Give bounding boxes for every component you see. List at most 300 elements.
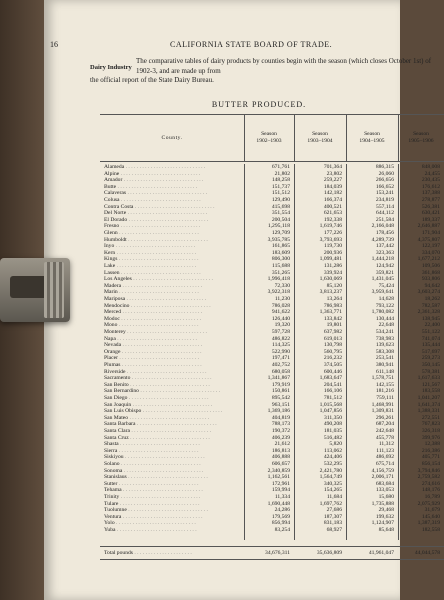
header-years: 1902–1903 [256,138,282,144]
cell-value: 192,338 [323,216,342,223]
cell-value: 675,714 [375,461,394,467]
cell-value: 1,388,331 [417,408,440,415]
cell-value: 619,013 [323,335,342,342]
header-years: 1905–1906 [408,138,434,144]
county-name: San Benito . . . [104,382,240,388]
cell-value: 404,819 [271,414,290,421]
county-name: Madera . . . [104,283,240,289]
intro-text: The comparative tables of dairy products by counties begin with the season (which closes October 1st) of 1902-3, and are made up from [136,57,432,75]
county-name: Kings . . . [104,256,240,262]
county-name: Modoc . . . [104,316,240,322]
cell-value: 1,641,374 [417,401,440,408]
cell-value: 68,927 [326,527,342,533]
cell-value: 963,151 [271,401,290,408]
cell-value: 1,444,218 [371,256,394,263]
cell-value: 154,265 [323,487,342,494]
cell-value: 181,035 [323,428,342,434]
cell-value: 1,015,568 [319,401,342,408]
cell-value: 848,008 [421,164,440,170]
cell-value: 19,320 [274,322,290,329]
cell-value: 683,684 [375,480,394,487]
county-name: Marin . . . [104,289,240,295]
cell-value: 85,648 [378,527,394,533]
cell-value: 3,794,846 [417,467,440,474]
cell-value: 2,075,929 [417,500,440,507]
cell-value: 19,801 [326,322,342,329]
cell-value: 138,945 [421,315,440,322]
cell-value: 179,919 [271,381,290,388]
cell-value: 11,312 [378,441,394,448]
cell-value: 786,983 [323,302,342,309]
cell-value: 113,062 [324,447,342,454]
total-value: 34,676,311 [265,550,290,556]
county-name: Siskiyou . . . [104,454,240,460]
cell-value: 150,861 [271,388,290,395]
county-name: Stanislaus . . . [104,474,240,480]
cell-value: 1,387,319 [417,520,440,527]
cell-value: 131,286 [323,263,342,269]
county-name: Shasta . . . [104,441,240,447]
cell-value: 296,261 [375,414,394,421]
header-years: 1904–1905 [359,138,385,144]
cell-value: 216,386 [421,447,440,454]
cell-value: 526,381 [421,203,440,210]
cell-value: 856,154 [421,461,440,467]
cell-value: 402,752 [271,362,290,368]
section-title: BUTTER PRODUCED. [211,100,307,109]
header-label: Season [364,131,380,137]
cell-value: 340,325 [323,480,342,487]
cell-value: 161,865 [271,243,290,250]
cell-value: 166,374 [323,197,342,203]
county-name: Amador . . . [104,177,240,183]
cell-value: 886,315 [375,164,394,170]
total-value: 41,961,047 [368,550,394,556]
cell-value: 24,286 [274,507,290,514]
cell-value: 3,922,318 [267,289,290,296]
county-name: Alpine . . . [104,171,240,177]
cell-value: 111,123 [376,447,394,454]
total-value: 35,636,809 [316,550,342,556]
county-name: Nevada . . . [104,342,240,348]
cell-value: 600,446 [323,368,342,375]
header-season-1903 [294,115,347,161]
cell-value: 182,558 [421,527,440,533]
cell-value: 171,904 [421,230,440,236]
cell-value: 339,924 [323,269,342,276]
header-county: County. [100,115,245,161]
cell-value: 1,309,831 [371,408,394,415]
cell-value: 380,941 [375,362,394,368]
cell-value: 560,795 [323,348,342,355]
county-name: Merced . . . [104,309,240,315]
cell-value: 139,623 [375,342,394,349]
county-name: Los Angeles . . . [104,276,240,282]
cell-value: 148,176 [421,487,440,494]
book-page [44,0,440,600]
cell-value: 177,226 [323,230,342,236]
cell-value: 186,813 [271,447,290,454]
cell-value: 31,679 [424,507,440,514]
cell-value: 3,959,641 [371,289,394,296]
cell-value: 806,300 [271,256,290,263]
cell-value: 3,603,274 [417,289,440,296]
cell-value: 204,541 [323,381,342,388]
county-name: Orange . . . [104,349,240,355]
county-name: Contra Costa . . . [104,204,240,210]
cell-value: 272,551 [421,414,440,421]
cell-value: 606,657 [271,461,290,467]
cell-value: 176,612 [421,183,440,190]
cell-value: 142,182 [323,190,342,197]
cell-value: 517,697 [421,348,440,355]
cell-value: 1,369,186 [267,408,290,415]
county-name: Sacramento . . . [104,375,240,381]
header-label: Season [312,131,328,137]
cell-value: 184,039 [323,183,342,190]
cell-value: 788,173 [271,421,290,428]
county-name: Solano . . . [104,461,240,467]
cell-value: 334,070 [421,249,440,256]
county-name: San Luis Obispo . . . [104,408,240,414]
cell-value: 1,735,888 [371,500,394,507]
cell-value: 27,686 [326,507,342,514]
county-name: Lake . . . [104,263,240,269]
cell-value: 490,208 [323,421,342,428]
cell-value: 278,877 [421,197,440,203]
cell-value: 189,337 [421,216,440,223]
cell-value: 671,761 [271,164,290,170]
cell-value: 941,622 [271,309,290,316]
county-name: Santa Cruz . . . [104,435,240,441]
county-name: Humboldt . . . [104,237,240,243]
cell-value: 767,823 [421,421,440,428]
cell-value: 114,325 [272,342,290,349]
cell-value: 16,789 [424,494,440,500]
cell-value: 405,771 [421,454,440,461]
county-name: Sonoma . . . [104,468,240,474]
county-name: Ventura . . . [104,514,240,520]
cell-value: 374,505 [323,362,342,368]
cell-value: 85,120 [326,282,342,289]
cell-value: 166,652 [375,183,394,190]
cell-value: 24,455 [424,170,440,177]
header-years: 1903–1904 [307,138,333,144]
cell-value: 3,813,237 [319,289,342,296]
county-name: Santa Clara . . . [104,428,240,434]
cell-value: 251,584 [375,216,394,223]
cell-value: 115,688 [272,263,290,269]
cell-value: 1,468,991 [371,401,394,408]
cell-value: 311,350 [324,414,342,421]
county-name: Tulare . . . [104,501,240,507]
cell-value: 1,619,746 [319,223,342,230]
county-name: Trinity . . . [104,494,240,500]
cell-value: 1,295,118 [267,223,290,230]
cell-value: 1,683,647 [319,375,342,382]
total-row [100,546,444,560]
cell-value: 121,567 [421,381,440,388]
cell-value: 129,490 [271,197,290,203]
cell-value: 187,307 [323,513,342,520]
county-name: Glenn . . . [104,230,240,236]
cell-value: 2,361,328 [417,309,440,316]
cell-value: 183,609 [271,249,290,256]
cell-value: 23,802 [326,170,342,177]
cell-value: 621,653 [323,210,342,217]
cell-value: 856,994 [271,520,290,527]
cell-value: 532,295 [323,461,342,467]
cell-value: 359,821 [375,269,394,276]
cell-value: 18,262 [424,296,440,302]
cell-value: 1,780,082 [371,309,394,316]
county-name: Yolo . . . [104,520,240,526]
header-label: Season [413,131,429,137]
county-name: Napa . . . [104,336,240,342]
cell-value: 455,778 [375,434,394,441]
cell-value: 12,388 [424,441,440,448]
cell-value: 557,114 [376,203,394,210]
county-name: Colusa . . . [104,197,240,203]
county-name: Sierra . . . [104,448,240,454]
cell-value: 242,648 [375,428,394,434]
cell-value: 129,709 [271,230,290,236]
cell-value: 933,806 [421,276,440,283]
cell-value: 2,006,171 [371,474,394,481]
cell-value: 21,802 [274,170,290,177]
cell-value: 630,421 [421,210,440,217]
cell-value: 197,471 [271,355,290,362]
cell-value: 137,388 [421,190,440,197]
cell-value: 2,759,582 [417,474,440,481]
table-header [100,114,444,162]
total-label: Total pounds . . . [104,550,240,556]
cell-value: 199,632 [375,513,394,520]
county-name: Mono . . . [104,322,240,328]
cell-value: 644,112 [376,210,394,217]
cell-value: 109,506 [421,263,440,269]
county-name: Del Norte . . . [104,210,240,216]
cell-value: 516,482 [323,434,342,441]
cell-value: 83,254 [274,527,290,533]
county-name: Santa Barbara . . . [104,421,240,427]
cell-value: 183,558 [421,388,440,395]
cell-value: 133,053 [375,487,394,494]
cell-value: 200,936 [323,249,342,256]
cell-value: 1,630,069 [319,276,342,283]
cell-value: 15,680 [378,494,394,500]
county-name: Tehama . . . [104,487,240,493]
cell-value: 424,406 [323,454,342,461]
cell-value: 406,239 [271,434,290,441]
cell-value: 895,542 [271,395,290,401]
cell-value: 4,375,807 [417,236,440,243]
cell-value: 1,431,045 [371,276,394,283]
county-name: Yuba . . . [104,527,240,533]
cell-value: 1,341,867 [267,375,290,382]
cell-value: 13,264 [326,296,342,302]
intro-label: Dairy Industry [90,64,132,71]
cell-value: 2,421,780 [319,467,342,474]
county-name: Mendocino . . . [104,303,240,309]
cell-value: 145,640 [421,513,440,520]
cell-value: 1,047,856 [319,408,342,415]
cell-value: 759,111 [376,395,394,401]
cell-value: 124,942 [375,263,394,269]
binder-clip-teeth [44,262,64,318]
cell-value: 181,216 [375,388,394,395]
cell-value: 266,656 [375,177,394,184]
county-name: Butte . . . [104,184,240,190]
cell-value: 1,617,633 [417,375,440,382]
county-name: Fresno . . . [104,223,240,229]
cell-value: 687,204 [375,421,394,428]
cell-value: 142,155 [375,381,394,388]
cell-value: 178,456 [375,230,394,236]
county-name: Calaveras . . . [104,190,240,196]
cell-value: 133,842 [323,315,342,322]
cell-value: 11,230 [274,296,290,302]
county-name: San Mateo . . . [104,415,240,421]
cell-value: 26,060 [378,170,394,177]
cell-value: 179,569 [271,513,290,520]
cell-value: 151,737 [271,183,290,190]
cell-value: 400,521 [323,203,342,210]
cell-value: 680,058 [271,368,290,375]
county-name: San Diego . . . [104,395,240,401]
cell-value: 1,578,751 [371,375,394,382]
cell-value: 350,145 [421,362,440,368]
cell-value: 1,041,207 [417,395,440,401]
county-name: El Dorado . . . [104,217,240,223]
cell-value: 781,512 [323,395,342,401]
cell-value: 190,372 [271,428,290,434]
county-name: Riverside . . . [104,369,240,375]
cell-value: 2,166,048 [371,223,394,230]
cell-value: 29,468 [378,507,394,514]
cell-value: 135,444 [421,342,440,349]
cell-value: 1,363,771 [319,309,342,316]
cell-value: 14,628 [378,296,394,302]
cell-value: 21,612 [274,441,290,448]
cell-value: 1,124,907 [371,520,394,527]
county-name: San Bernardino . . . [104,388,240,394]
cell-value: 1,099,481 [319,256,342,263]
county-name: Sutter . . . [104,481,240,487]
table-row [100,527,444,534]
cell-value: 72,330 [274,282,290,289]
cell-value: 415,698 [271,203,290,210]
intro-text-line2: the official report of the State Dairy Bureau. [90,76,214,84]
cell-value: 159,994 [271,487,290,494]
page-number: 16 [50,40,58,49]
cell-value: 94,642 [424,282,440,289]
cell-value: 151,512 [271,190,290,197]
cell-value: 793,122 [375,302,394,309]
header-season-1904 [346,115,399,161]
cell-value: 274,616 [421,480,440,487]
cell-value: 1,564,749 [319,474,342,481]
cell-value: 126,440 [271,315,290,322]
cell-value: 551,122 [421,329,440,335]
county-name: Inyo . . . [104,243,240,249]
cell-value: 2,646,887 [417,223,440,230]
butter-table [100,114,444,584]
cell-value: 119,730 [324,243,342,250]
cell-value: 486,822 [271,335,290,342]
header-season-1905 [398,115,444,161]
cell-value: 486,692 [375,454,394,461]
cell-value: 1,996,418 [267,276,290,283]
cell-value: 351,265 [271,269,290,276]
cell-value: 3,793,693 [319,236,342,243]
cell-value: 234,819 [375,197,394,203]
cell-value: 578,381 [421,368,440,375]
cell-value: 230,435 [421,177,440,184]
cell-value: 22,400 [424,322,440,329]
total-value: 44,044,578 [414,550,440,556]
cell-value: 326,318 [421,428,440,434]
county-name: Kern . . . [104,250,240,256]
cell-value: 11,334 [274,494,290,500]
cell-value: 583,308 [375,348,394,355]
cell-value: 2,340,859 [267,467,290,474]
cell-value: 534,241 [375,329,394,335]
cell-value: 5,820 [329,441,342,448]
cell-value: 148,258 [271,177,290,184]
cell-value: 399,976 [421,434,440,441]
cell-value: 1,162,561 [267,474,290,481]
county-name: Plumas . . . [104,362,240,368]
cell-value: 122,197 [421,243,440,250]
cell-value: 786,028 [271,302,290,309]
cell-value: 782,587 [421,302,440,309]
cell-value: 1,697,762 [319,500,342,507]
cell-value: 4,156,759 [371,467,394,474]
cell-value: 701,364 [323,164,342,170]
cell-value: 22,648 [378,322,394,329]
county-name: Monterey . . . [104,329,240,335]
cell-value: 153,241 [375,190,394,197]
cell-value: 323,363 [375,249,394,256]
cell-value: 1,677,212 [417,256,440,263]
cell-value: 3,935,785 [267,236,290,243]
cell-value: 522,990 [271,348,290,355]
county-name: Lassen . . . [104,270,240,276]
cell-value: 75,424 [378,282,394,289]
cell-value: 637,982 [323,329,342,335]
header-label: Season [261,131,277,137]
header-season-1902 [244,115,295,161]
cell-value: 137,442 [375,243,394,250]
cell-value: 253,541 [375,355,394,362]
county-name: Placer . . . [104,355,240,361]
cell-value: 406,888 [271,454,290,461]
cell-value: 361,868 [421,269,440,276]
cell-value: 200,504 [271,216,290,223]
cell-value: 11,684 [326,494,342,500]
cell-value: 741,074 [421,335,440,342]
cell-value: 216,232 [323,355,342,362]
county-name: Mariposa . . . [104,296,240,302]
cell-value: 597,728 [271,329,290,335]
cell-value: 738,983 [375,335,394,342]
cell-value: 831,183 [323,520,342,527]
county-name: Tuolumne . . . [104,507,240,513]
cell-value: 1,690,448 [267,500,290,507]
cell-value: 259,273 [421,355,440,362]
cell-value: 4,289,739 [371,236,394,243]
